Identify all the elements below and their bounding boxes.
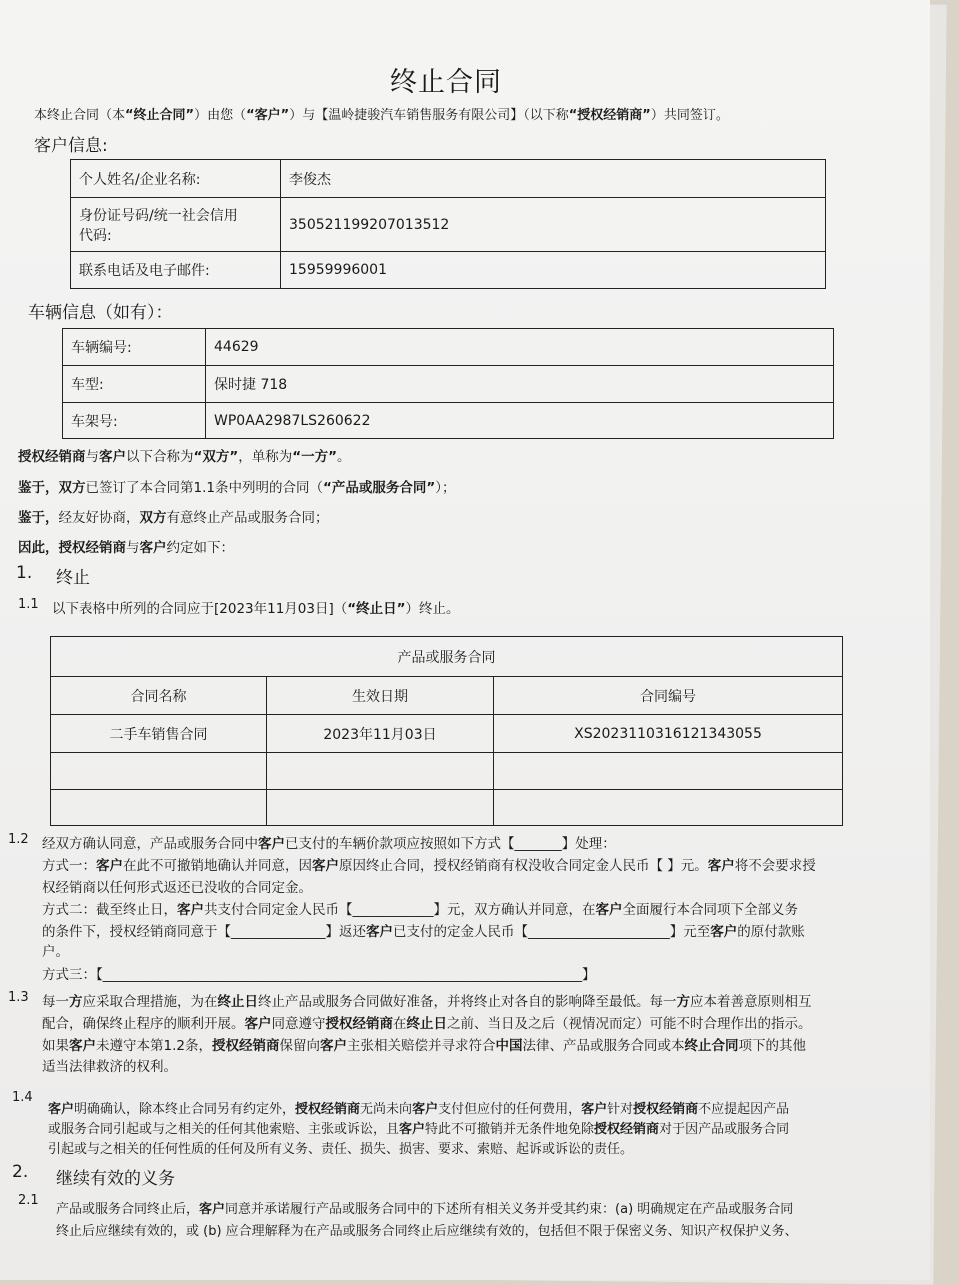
header-effective-date: 生效日期 — [267, 677, 494, 715]
customer-id-value: 350521199207013512 — [281, 198, 826, 252]
customer-name-value: 李俊杰 — [281, 160, 826, 198]
header-contract-number: 合同编号 — [494, 677, 843, 715]
table-cell — [51, 753, 267, 790]
clause-1-4-line: 客户明确确认，除本终止合同另有约定外，授权经销商无尚未向客户支付但应付的任何费用，客户针对授权经销商不应提起因产品 — [48, 1102, 790, 1117]
customer-phone-label: 联系电话及电子邮件: — [71, 252, 281, 289]
vehicle-model-label: 车型: — [63, 366, 206, 403]
clause-1-2-line: 经双方确认同意，产品或服务合同中客户已支付的车辆价款项应按照如下方式【_______】处理： — [42, 836, 616, 852]
table-row — [63, 403, 834, 439]
table-row — [51, 637, 843, 677]
clause-1-3-line: 适当法律救济的权利。 — [42, 1059, 177, 1075]
contract-number-cell: XS2023110316121343055 — [494, 715, 843, 753]
section-2-number: 2. — [12, 1162, 29, 1182]
intro-paragraph: 本终止合同（本“终止合同”）由您（“客户”）与【温岭捷骏汽车销售服务有限公司】（以下称“授权经销商”）共同签订。 — [34, 108, 729, 123]
customer-info-table — [70, 159, 826, 289]
clause-2-1-number: 2.1 — [18, 1193, 39, 1208]
clause-1-3-line: 配合，确保终止程序的顺利开展。客户同意遵守授权经销商在终止日之前、当日及之后（视情况而定）可能不时合理作出的指示。 — [42, 1016, 812, 1032]
table-row — [51, 677, 843, 715]
clause-1-2-line: 权经销商以任何形式返还已没收的合同定金。 — [42, 880, 312, 896]
customer-info-heading: 客户信息: — [34, 136, 108, 156]
section-2-title: 继续有效的义务 — [56, 1169, 175, 1189]
recital-whereas-2: 鉴于，经友好协商，双方有意终止产品或服务合同； — [18, 510, 329, 526]
clause-1-1-text: 以下表格中所列的合同应于[2023年11月03日]（“终止日”）终止。 — [52, 601, 460, 617]
recital-therefore: 因此，授权经销商与客户约定如下： — [18, 540, 234, 556]
vehicle-vin-label: 车架号: — [63, 403, 206, 439]
clause-1-2-line: 方式二：截至终止日，客户共支付合同定金人民币【____________】元，双方确认并同意，在客户全面履行本合同项下全部义务 — [42, 902, 798, 918]
vehicle-info-heading: 车辆信息（如有）： — [28, 303, 173, 323]
effective-date-cell: 2023年11月03日 — [267, 715, 494, 753]
clause-1-2-number: 1.2 — [8, 832, 29, 847]
table-row — [51, 715, 843, 753]
contract-table — [50, 636, 843, 826]
document-title: 终止合同 — [390, 67, 502, 98]
recital-whereas-1: 鉴于，双方已签订了本合同第1.1条中列明的合同（“产品或服务合同”）； — [18, 480, 456, 496]
customer-id-label: 身份证号码/统一社会信用 代码: — [71, 198, 281, 252]
table-cell — [267, 753, 494, 790]
table-row — [63, 329, 834, 366]
clause-1-1-number: 1.1 — [18, 597, 39, 612]
clause-2-1-line: 终止后应继续有效的，或 (b) 应合理解释为在产品或服务合同终止后应继续有效的，包括但不限于保密义务、知识产权保护义务、 — [56, 1224, 798, 1239]
table-row — [71, 198, 826, 252]
vehicle-vin-value: WP0AA2987LS260622 — [206, 403, 834, 439]
table-cell — [494, 790, 843, 826]
contract-table-caption: 产品或服务合同 — [51, 637, 843, 677]
vehicle-model-value: 保时捷 718 — [206, 366, 834, 403]
table-cell — [267, 790, 494, 826]
clause-1-3-number: 1.3 — [8, 990, 29, 1005]
vehicle-number-label: 车辆编号: — [63, 329, 206, 366]
section-1-title: 终止 — [56, 568, 90, 588]
clause-1-4-number: 1.4 — [12, 1090, 33, 1105]
section-1-number: 1. — [16, 563, 33, 583]
clause-1-2-line: 户。 — [42, 944, 69, 960]
vehicle-number-value: 44629 — [206, 329, 834, 366]
clause-1-2-option-3: 方式三：【_______________________________________________________________________】 — [42, 967, 596, 983]
recital-parties: 授权经销商与客户以下合称为“双方”，单称为“一方”。 — [18, 449, 351, 465]
table-row — [71, 160, 826, 198]
clause-2-1-line: 产品或服务合同终止后，客户同意并承诺履行产品或服务合同中的下述所有相关义务并受其约束：(a) 明确规定在产品或服务合同 — [56, 1202, 794, 1217]
clause-1-3-line: 每一方应采取合理措施，为在终止日终止产品或服务合同做好准备，并将终止对各自的影响降至最低。每一方应本着善意原则相互 — [42, 994, 812, 1010]
clause-1-4-line: 引起或与之相关的任何性质的任何及所有义务、责任、损失、损害、要求、索赔、起诉或诉讼的责任。 — [48, 1142, 634, 1157]
clause-1-3-line: 如果客户未遵守本第1.2条，授权经销商保留向客户主张相关赔偿并寻求符合中国法律、产品或服务合同或本终止合同项下的其他 — [42, 1038, 806, 1054]
customer-phone-value: 15959996001 — [281, 252, 826, 289]
customer-name-label: 个人姓名/企业名称: — [71, 160, 281, 198]
clause-1-4-line: 或服务合同引起或与之相关的任何其他索赔、主张或诉讼，且客户特此不可撤销并无条件地免除授权经销商对于因产品或服务合同 — [48, 1122, 790, 1137]
vehicle-info-table — [62, 328, 834, 439]
clause-1-2-line: 方式一：客户在此不可撤销地确认并同意，因客户原因终止合同，授权经销商有权没收合同定金人民币【 】元。客户将不会要求授 — [42, 858, 816, 874]
table-cell — [51, 790, 267, 826]
table-row — [51, 753, 843, 790]
table-row — [51, 790, 843, 826]
clause-1-2-line: 的条件下，授权经销商同意于【______________】返还客户已支付的定金人民币【_____________________】元至客户的原付款账 — [42, 924, 805, 940]
table-row — [63, 366, 834, 403]
table-cell — [494, 753, 843, 790]
contract-name-cell: 二手车销售合同 — [51, 715, 267, 753]
header-contract-name: 合同名称 — [51, 677, 267, 715]
table-row — [71, 252, 826, 289]
